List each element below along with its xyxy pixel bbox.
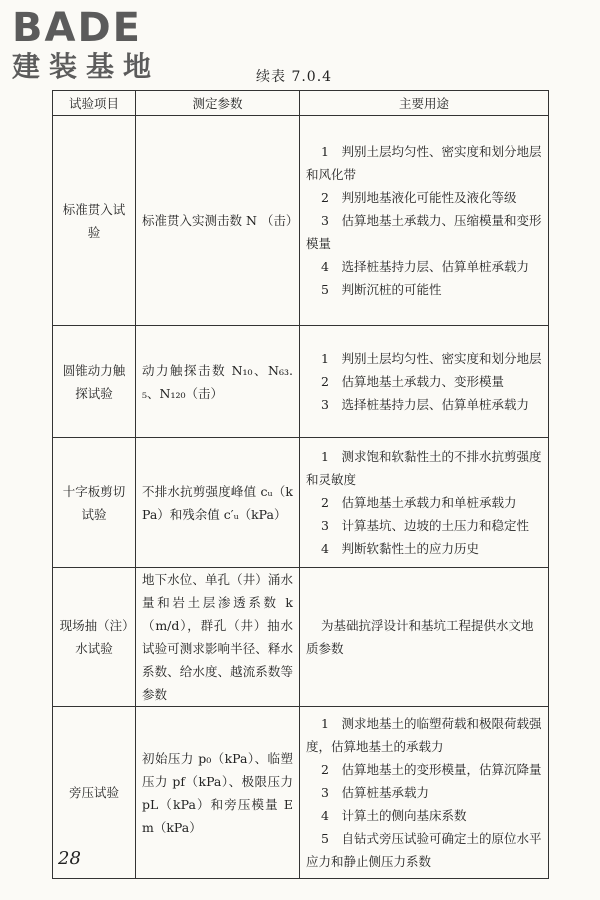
use-item: 5 判断沉桩的可能性	[321, 282, 442, 297]
use-item: 2 估算地基土承载力、变形模量	[321, 374, 504, 389]
use-item: 1 判别土层均匀性、密实度和划分地层和风化带	[306, 144, 542, 182]
test-item: 圆锥动力触探试验	[53, 326, 136, 438]
test-item: 标准贯入试验	[53, 116, 136, 326]
use-item: 2 估算地基土的变形模量，估算沉降量	[321, 762, 542, 777]
table-row	[53, 116, 549, 326]
test-parameters: 标准贯入实测击数 N （击）	[136, 116, 300, 326]
use-item: 4 判断软黏性土的应力历史	[321, 541, 479, 556]
use-item: 3 估算桩基承载力	[321, 785, 429, 800]
use-item: 5 自钻式旁压试验可确定土的原位水平应力和静止侧压力系数	[306, 831, 542, 869]
use-item: 4 计算土的侧向基床系数	[321, 808, 467, 823]
header-parameters: 测定参数	[136, 91, 300, 116]
test-item: 旁压试验	[53, 707, 136, 879]
test-item: 现场抽（注）水试验	[53, 568, 136, 707]
test-methods-table	[52, 90, 549, 879]
use-item: 4 选择桩基持力层、估算单桩承载力	[321, 259, 529, 274]
use-item: 2 估算地基土承载力和单桩承载力	[321, 495, 517, 510]
test-parameters: 不排水抗剪强度峰值 cᵤ（kPa）和残余值 c′ᵤ（kPa）	[136, 438, 300, 568]
use-item: 2 判别地基液化可能性及液化等级	[321, 190, 517, 205]
table-row	[53, 438, 549, 568]
test-uses	[300, 568, 549, 707]
test-parameters: 动力触探击数 N₁₀、N₆₃.₅、N₁₂₀（击）	[136, 326, 300, 438]
test-uses	[300, 326, 549, 438]
use-item: 1 判别土层均匀性、密实度和划分地层	[321, 351, 542, 366]
use-item: 3 估算地基土承载力、压缩模量和变形模量	[306, 213, 542, 251]
test-item: 十字板剪切试验	[53, 438, 136, 568]
test-uses	[300, 707, 549, 879]
test-uses	[300, 116, 549, 326]
test-parameters: 地下水位、单孔（井）涌水量和岩土层渗透系数 k（m/d），群孔（井）抽水试验可测求影响半径、释水系数、给水度、越流系数等参数	[136, 568, 300, 707]
table-row	[53, 568, 549, 707]
table-header-row	[53, 91, 549, 116]
use-item: 3 计算基坑、边坡的土压力和稳定性	[321, 518, 529, 533]
logo-brand: BADE	[12, 5, 142, 51]
table-row	[53, 707, 549, 879]
use-item: 1 测求饱和软黏性土的不排水抗剪强度和灵敏度	[306, 449, 542, 487]
use-item: 3 选择桩基持力层、估算单桩承载力	[321, 397, 529, 412]
table-row	[53, 326, 549, 438]
logo-subtitle: 建装基地	[12, 50, 161, 83]
logo	[12, 6, 160, 84]
header-test-item: 试验项目	[53, 91, 136, 116]
use-item: 1 测求地基土的临塑荷载和极限荷载强度，估算地基土的承载力	[306, 716, 542, 754]
page-number: 28	[58, 848, 81, 869]
test-parameters: 初始压力 p₀（kPa）、临塑压力 pf（kPa）、极限压力 pL（kPa）和旁压模量 Em（kPa）	[136, 707, 300, 879]
test-uses	[300, 438, 549, 568]
use-item: 为基础抗浮设计和基坑工程提供水文地质参数	[306, 618, 534, 656]
table-caption: 续表 7.0.4	[256, 69, 333, 85]
header-main-uses: 主要用途	[300, 91, 549, 116]
